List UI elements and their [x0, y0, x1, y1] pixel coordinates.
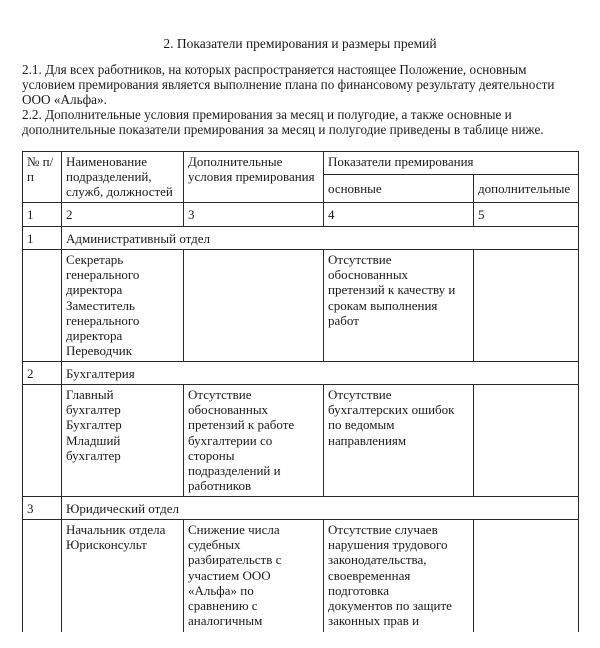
position: Главный [66, 387, 114, 402]
position: Заместитель [66, 297, 135, 313]
column-number: 2 [62, 203, 184, 227]
header-extra-line: Дополнительные [188, 154, 283, 169]
condition: обоснованных [188, 402, 269, 418]
section-title: Бухгалтерия [62, 362, 579, 385]
section-title: Административный отдел [62, 227, 579, 250]
header-extra-conditions [184, 152, 324, 203]
paragraph-2-1 [22, 62, 582, 107]
basic-indicator: законодательства, [328, 552, 427, 568]
basic-indicator: обоснованных [328, 267, 409, 283]
position: бухгалтер [66, 402, 121, 418]
basic-indicator: срокам выполнения [328, 297, 438, 313]
basic-indicator: по ведомым [328, 417, 395, 433]
section-row [23, 227, 579, 250]
section-heading: 2. Показатели премирования и размеры премий [163, 36, 437, 51]
additional-indicators-cell [474, 385, 579, 497]
conditions-cell [184, 385, 324, 497]
row-num-cell [23, 520, 62, 632]
condition: судебных [188, 537, 241, 553]
condition: сравнению с [188, 598, 258, 614]
condition: подразделений и [188, 463, 281, 479]
basic-indicator: бухгалтерских ошибок [328, 402, 455, 418]
column-number: 1 [23, 203, 62, 227]
basic-indicator: подготовка [328, 582, 390, 598]
header-indicators: Показатели премирования [324, 152, 579, 175]
position: Юрисконсульт [66, 537, 147, 553]
header-num: № п/п [23, 152, 62, 203]
column-number: 4 [324, 203, 474, 227]
header-name-line: подразделений, [66, 169, 152, 185]
position: генерального [66, 267, 140, 283]
position: генерального [66, 312, 140, 328]
basic-indicator: документов по защите [328, 598, 452, 614]
basic-indicators-cell [324, 250, 474, 362]
condition: Снижение числа [188, 522, 280, 537]
condition: аналогичным [188, 613, 263, 629]
section-row [23, 497, 579, 520]
condition: «Альфа» по [188, 582, 254, 598]
additional-indicators-cell [474, 250, 579, 362]
position: директора [66, 328, 123, 344]
positions-cell [62, 385, 184, 497]
section-num: 3 [23, 497, 62, 520]
header-extra-line: условия премирования [188, 169, 315, 185]
column-number-row [23, 203, 579, 227]
basic-indicators-cell [324, 385, 474, 497]
basic-indicators-cell [324, 520, 474, 632]
condition: участием ООО [188, 567, 271, 583]
condition: работников [188, 478, 252, 494]
position: Начальник отдела [66, 522, 166, 537]
row-num-cell [23, 385, 62, 497]
paragraph-line: условием премирования является выполнение плана по финансовому результату деятельности [22, 77, 555, 92]
header-name [62, 152, 184, 203]
condition: стороны [188, 447, 235, 463]
condition: претензий к работе [188, 417, 295, 433]
paragraph-line: ООО «Альфа». [22, 92, 107, 107]
table-row [23, 520, 579, 632]
additional-indicators-cell [474, 520, 579, 632]
condition: разбирательств с [188, 552, 282, 568]
position: бухгалтер [66, 447, 121, 463]
positions-cell [62, 250, 184, 362]
column-number: 5 [474, 203, 579, 227]
positions-cell [62, 520, 184, 632]
section-row [23, 362, 579, 385]
basic-indicator: направлениям [328, 432, 407, 448]
basic-indicator: Отсутствие [328, 387, 392, 402]
section-num: 1 [23, 227, 62, 250]
basic-indicator: претензий к качеству и [328, 282, 456, 298]
position: Секретарь [66, 252, 124, 267]
conditions-cell [184, 520, 324, 632]
basic-indicator: законных прав и [328, 613, 420, 629]
basic-indicator: Отсутствие [328, 252, 392, 267]
position: Переводчик [66, 343, 133, 359]
column-number: 3 [184, 203, 324, 227]
section-title: Юридический отдел [62, 497, 579, 520]
basic-indicator: Отсутствие случаев [328, 522, 438, 537]
table-row [23, 250, 579, 362]
conditions-cell [184, 250, 324, 362]
header-additional: дополнительные [474, 175, 579, 203]
position: директора [66, 282, 123, 298]
bonus-indicators-table [22, 151, 579, 632]
section-num: 2 [23, 362, 62, 385]
paragraph-line: 2.1. Для всех работников, на которых распространяется настоящее Положение, основным [22, 62, 527, 77]
position: Бухгалтер [66, 417, 122, 433]
basic-indicator: нарушения трудового [328, 537, 448, 553]
paragraph-line: дополнительные показатели премирования за месяц и полугодие приведены в таблице ниже. [22, 122, 544, 137]
condition: Отсутствие [188, 387, 252, 402]
paragraph-2-2 [22, 107, 582, 137]
header-row [23, 152, 579, 175]
row-num-cell [23, 250, 62, 362]
position: Младший [66, 432, 121, 448]
paragraph-line: 2.2. Дополнительные условия премирования за месяц и полугодие, а также основные и [22, 107, 512, 122]
basic-indicator: работ [328, 312, 359, 328]
table-row [23, 385, 579, 497]
header-name-line: Наименование [66, 154, 147, 169]
basic-indicator: своевременная [328, 567, 411, 583]
condition: бухгалтерии со [188, 432, 273, 448]
header-name-line: служб, должностей [66, 184, 173, 200]
header-basic: основные [324, 175, 474, 203]
